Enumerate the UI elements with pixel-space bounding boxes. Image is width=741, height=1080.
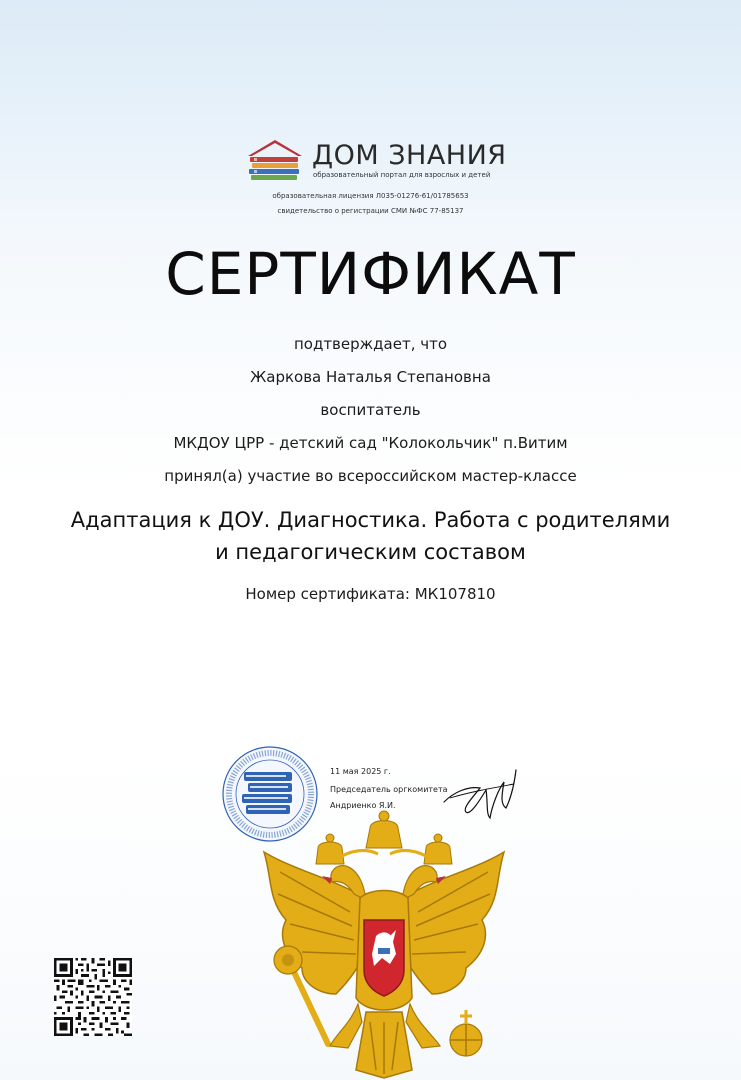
russian-coat-of-arms-icon — [250, 808, 518, 1080]
confirms-text: подтверждает, что — [293, 335, 448, 353]
signature-role: Председатель оргкомитета — [330, 785, 448, 794]
recipient-name: Жаркова Наталья Степановна — [250, 368, 491, 386]
signature-person: Андриенко Я.И. — [330, 801, 396, 810]
certificate-number: Номер сертификата: МК107810 — [245, 585, 496, 603]
logo-subtitle: образовательный портал для взрослых и детей — [313, 171, 491, 179]
event-title — [40, 504, 701, 568]
logo — [246, 138, 506, 188]
event-title-line2: и педагогическим составом — [215, 540, 526, 564]
event-title-line1: Адаптация к ДОУ. Диагностика. Работа с родителями — [70, 508, 671, 532]
qr-code-icon — [54, 958, 132, 1036]
license-text: образовательная лицензия Л035-01276-61/01785653 — [272, 192, 469, 200]
certificate-title: СЕРТИФИКАТ — [165, 240, 576, 308]
recipient-organization: МКДОУ ЦРР - детский сад "Колокольчик" п.Витим — [173, 434, 568, 452]
signature-date: 11 мая 2025 г. — [330, 767, 391, 776]
books-house-icon — [246, 138, 304, 182]
participation-text: принял(а) участие во всероссийском мастер-классе — [164, 467, 577, 485]
logo-title: ДОМ ЗНАНИЯ — [312, 140, 507, 171]
media-registration-text: свидетельство о регистрации СМИ №ФС 77-85137 — [277, 207, 464, 215]
recipient-position: воспитатель — [320, 401, 421, 419]
